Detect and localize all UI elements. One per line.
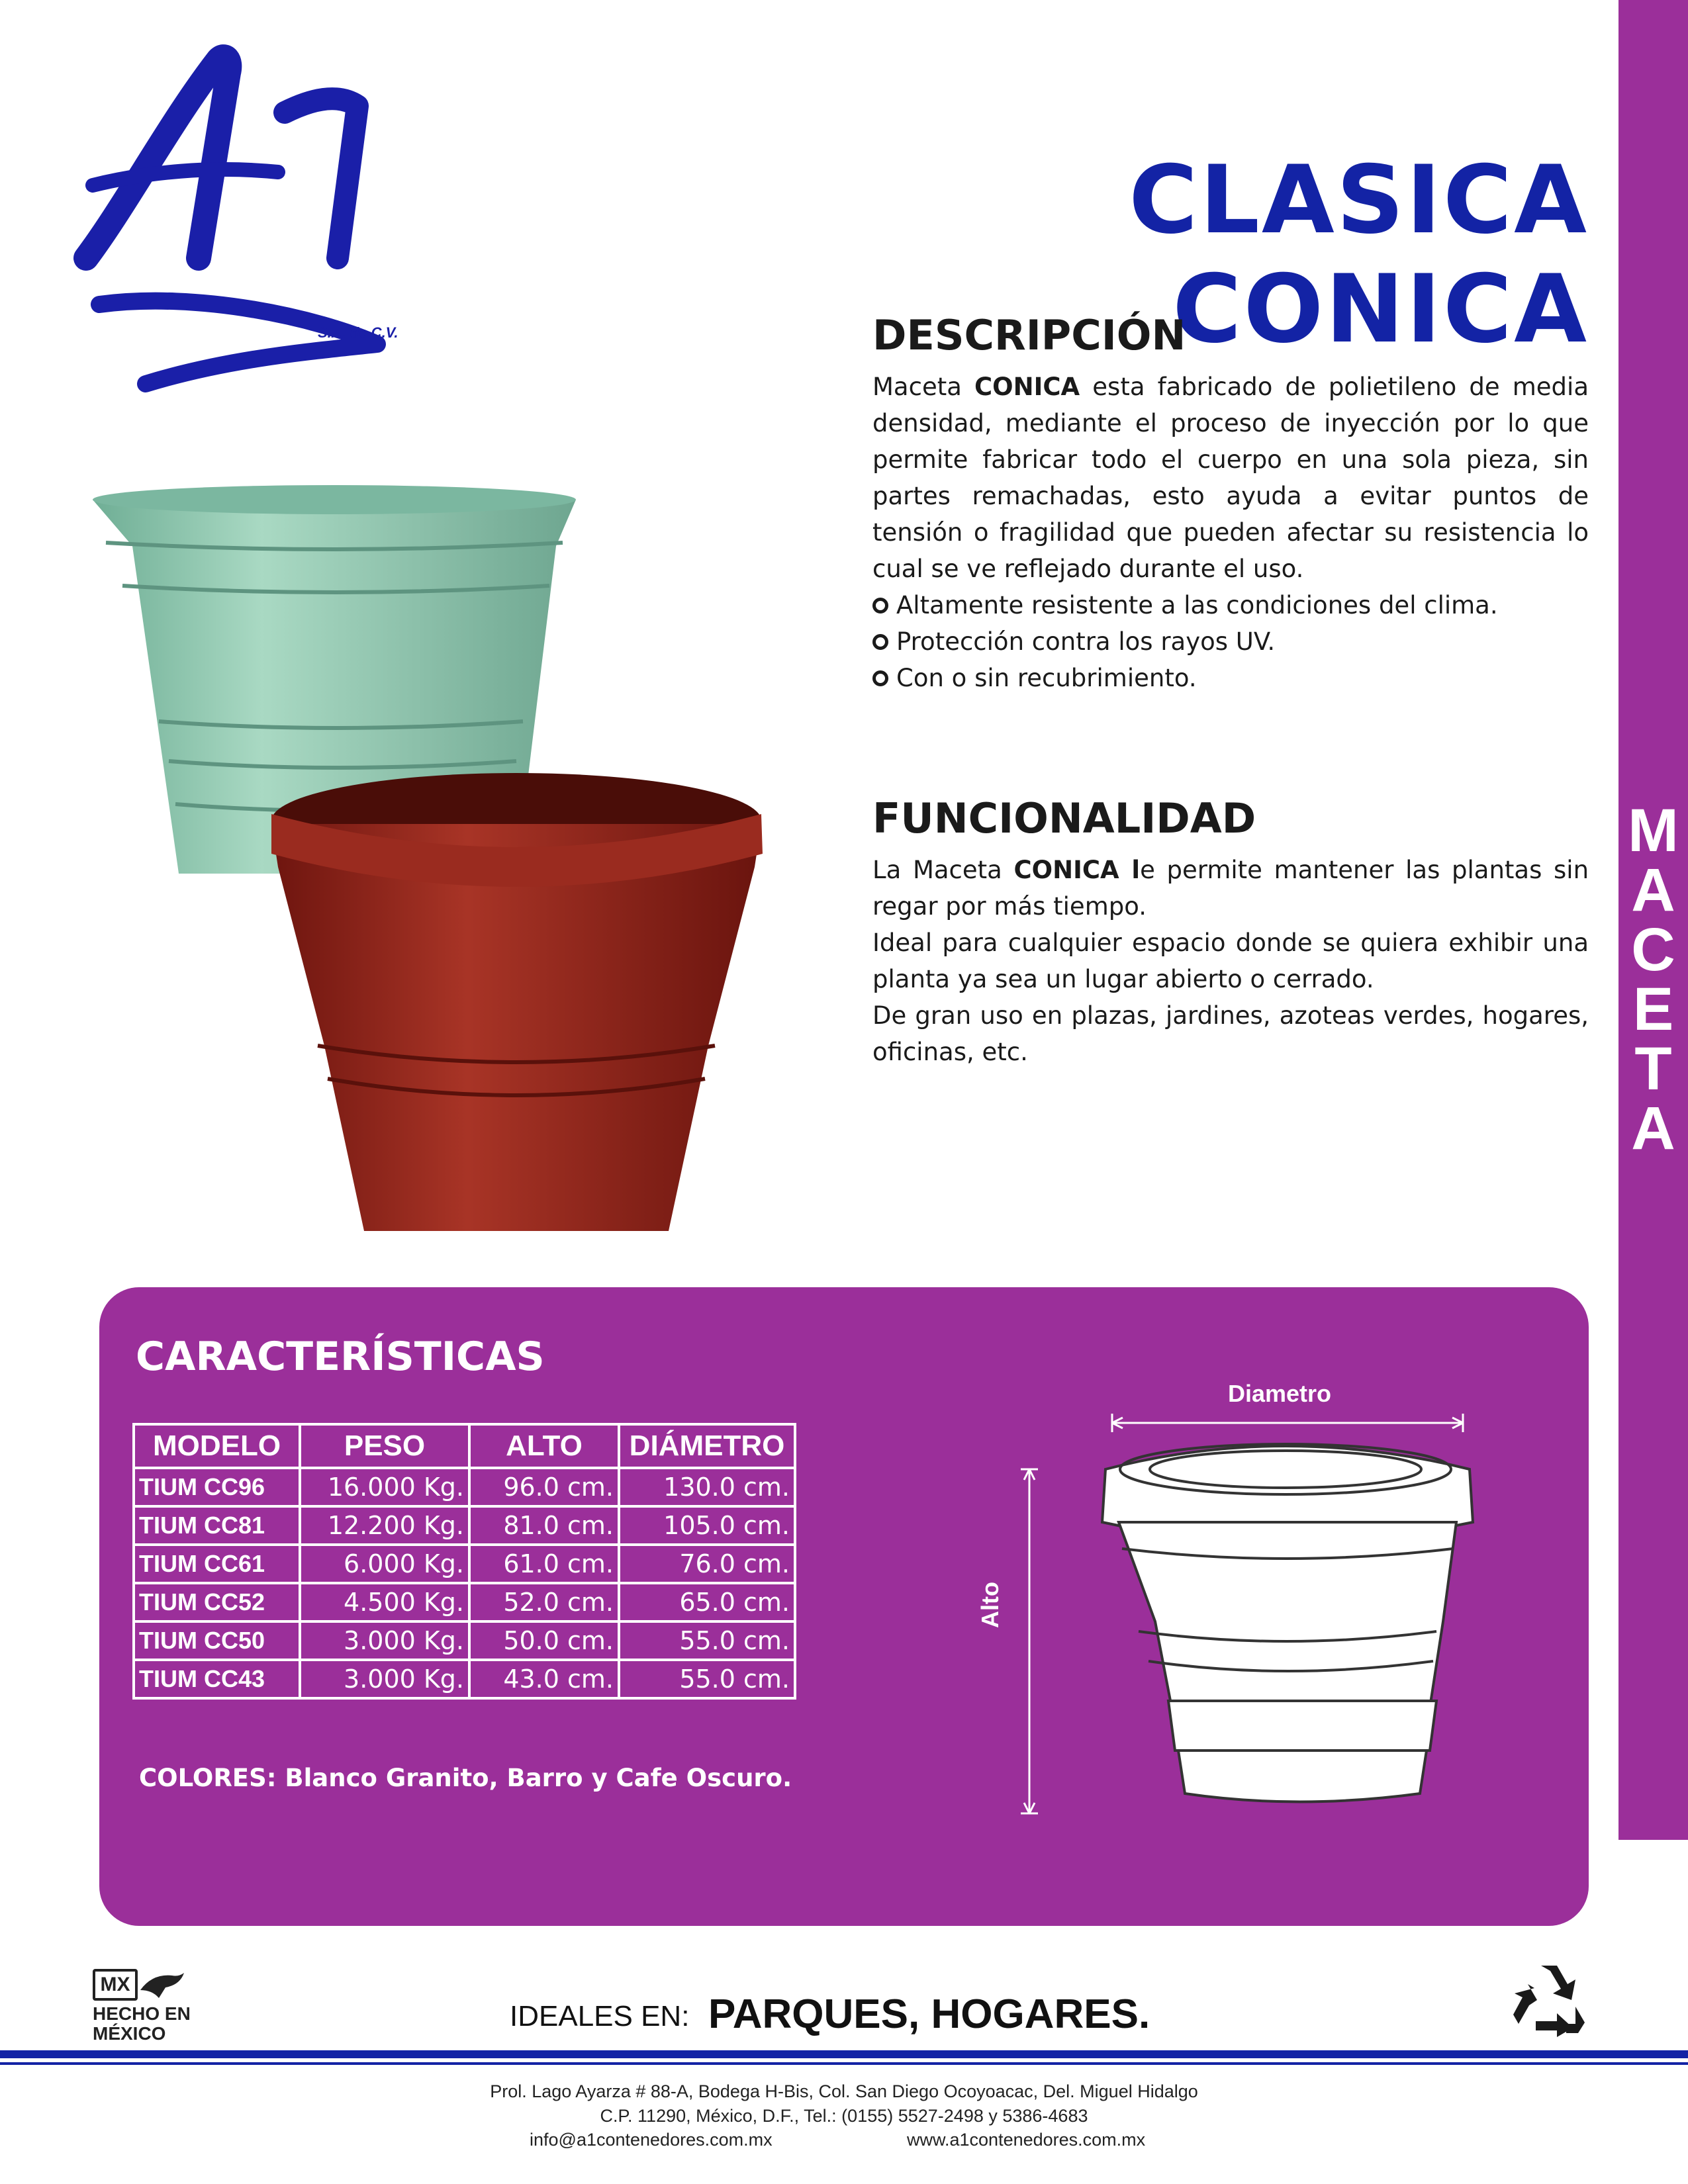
email-link[interactable]: info@a1contenedores.com.mx <box>530 2130 773 2150</box>
description-body <box>872 369 1589 696</box>
product-name: CONICA l <box>1013 856 1141 884</box>
colors-label: COLORES: <box>139 1764 277 1792</box>
model-cell: TIUM CC96 <box>134 1468 300 1506</box>
side-letter: T <box>1634 1035 1672 1103</box>
side-letter: A <box>1631 1095 1675 1162</box>
height-cell: 81.0 cm. <box>469 1506 619 1545</box>
colors-value: Blanco Granito, Barro y Cafe Oscuro. <box>285 1764 792 1792</box>
bullet-text: Altamente resistente a las condiciones del clima. <box>896 591 1498 619</box>
diameter-cell: 130.0 cm. <box>619 1468 795 1506</box>
height-cell: 52.0 cm. <box>469 1583 619 1621</box>
bullet-text: Con o sin recubrimiento. <box>896 664 1197 692</box>
bullet-item <box>872 587 1589 623</box>
bullet-icon <box>872 670 888 686</box>
description-text: esta fabricado de polietileno de media densidad, mediante el proceso de inyección por lo que permite fabricar todo el cuerpo en una sola pieza, sin partes remachadas, esto ayuda a evitar puntos de tensión o fragilidad que pueden afectar su resistencia lo cual se ve reflejado durante el uso. <box>872 373 1589 583</box>
product-name: CONICA <box>974 373 1080 401</box>
ideal-label: IDEALES EN: <box>510 2000 690 2032</box>
functionality-heading: FUNCIONALIDAD <box>872 794 1256 842</box>
functionality-intro: La Maceta <box>872 856 1002 884</box>
height-cell: 61.0 cm. <box>469 1545 619 1583</box>
address-line-1: Prol. Lago Ayarza # 88-A, Bodega H-Bis, Col. San Diego Ocoyoacac, Del. Miguel Hidalgo <box>490 2081 1198 2101</box>
colors-line <box>139 1764 792 1792</box>
model-cell: TIUM CC81 <box>134 1506 300 1545</box>
diameter-cell: 76.0 cm. <box>619 1545 795 1583</box>
hecho-en-mexico-logo <box>93 1969 205 2042</box>
side-letter: A <box>1631 856 1675 924</box>
weight-cell: 3.000 Kg. <box>300 1621 469 1660</box>
table-row <box>134 1506 795 1545</box>
bullet-item <box>872 660 1589 696</box>
column-header: ALTO <box>469 1424 619 1468</box>
table-row <box>134 1621 795 1660</box>
bullet-item <box>872 623 1589 660</box>
table-row <box>134 1468 795 1506</box>
height-cell: 50.0 cm. <box>469 1621 619 1660</box>
made-in-line1: HECHO EN <box>93 2003 191 2024</box>
table-row <box>134 1583 795 1621</box>
diameter-cell: 55.0 cm. <box>619 1621 795 1660</box>
bullet-icon <box>872 634 888 650</box>
table-header-row <box>134 1424 795 1468</box>
height-label: Alto <box>976 1582 1004 1628</box>
functionality-paragraph-3: De gran uso en plazas, jardines, azoteas verdes, hogares, oficinas, etc. <box>872 1001 1589 1066</box>
side-letter: C <box>1631 916 1675 983</box>
table-row <box>134 1660 795 1698</box>
address-line-2: C.P. 11290, México, D.F., Tel.: (0155) 5527-2498 y 5386-4683 <box>600 2106 1088 2126</box>
weight-cell: 4.500 Kg. <box>300 1583 469 1621</box>
column-header: DIÁMETRO <box>619 1424 795 1468</box>
footer-rule <box>0 2050 1688 2058</box>
logo-subtitle: S.A. de C.V. <box>318 324 399 341</box>
functionality-paragraph-2: Ideal para cualquier espacio donde se quiera exhibir una planta ya sea un lugar abierto o cerrado. <box>872 929 1589 993</box>
functionality-text: e permite mantener las plantas sin regar por más tiempo. <box>872 856 1589 921</box>
weight-cell: 3.000 Kg. <box>300 1660 469 1698</box>
model-cell: TIUM CC43 <box>134 1660 300 1698</box>
model-cell: TIUM CC50 <box>134 1621 300 1660</box>
website-link[interactable]: www.a1contenedores.com.mx <box>907 2130 1146 2150</box>
diameter-cell: 105.0 cm. <box>619 1506 795 1545</box>
weight-cell: 12.200 Kg. <box>300 1506 469 1545</box>
diameter-cell: 65.0 cm. <box>619 1583 795 1621</box>
product-photo-pots <box>93 483 821 1244</box>
side-letter: M <box>1628 797 1679 864</box>
recycle-icon <box>1509 1959 1589 2038</box>
description-paragraph <box>872 369 1589 587</box>
side-letter: E <box>1632 976 1674 1043</box>
description-heading: DESCRIPCIÓN <box>872 311 1186 359</box>
ideal-value: PARQUES, HOGARES. <box>708 1991 1150 2037</box>
diameter-cell: 55.0 cm. <box>619 1660 795 1698</box>
weight-cell: 16.000 Kg. <box>300 1468 469 1506</box>
model-cell: TIUM CC61 <box>134 1545 300 1583</box>
height-cell: 43.0 cm. <box>469 1660 619 1698</box>
height-cell: 96.0 cm. <box>469 1468 619 1506</box>
description-intro: Maceta <box>872 373 962 401</box>
side-vertical-word <box>1618 797 1688 1162</box>
bullet-icon <box>872 598 888 614</box>
column-header: PESO <box>300 1424 469 1468</box>
made-in-line2: MÉXICO <box>93 2023 166 2044</box>
eagle-icon <box>139 1970 185 1999</box>
page-title: CLASICA CONICA <box>1129 146 1589 364</box>
bullet-text: Protección contra los rayos UV. <box>896 627 1276 656</box>
diameter-label: Diametro <box>1228 1380 1332 1407</box>
footer-rule-thin <box>0 2062 1688 2065</box>
functionality-body <box>872 852 1589 1070</box>
spec-table <box>132 1423 796 1700</box>
weight-cell: 6.000 Kg. <box>300 1545 469 1583</box>
dimension-diagram <box>980 1370 1509 1833</box>
brand-logo <box>66 40 437 410</box>
mx-badge: MX <box>93 1969 138 2001</box>
column-header: MODELO <box>134 1424 300 1468</box>
model-cell: TIUM CC52 <box>134 1583 300 1621</box>
characteristics-heading: CARACTERÍSTICAS <box>136 1334 545 1380</box>
table-row <box>134 1545 795 1583</box>
functionality-paragraph-1 <box>872 852 1589 925</box>
